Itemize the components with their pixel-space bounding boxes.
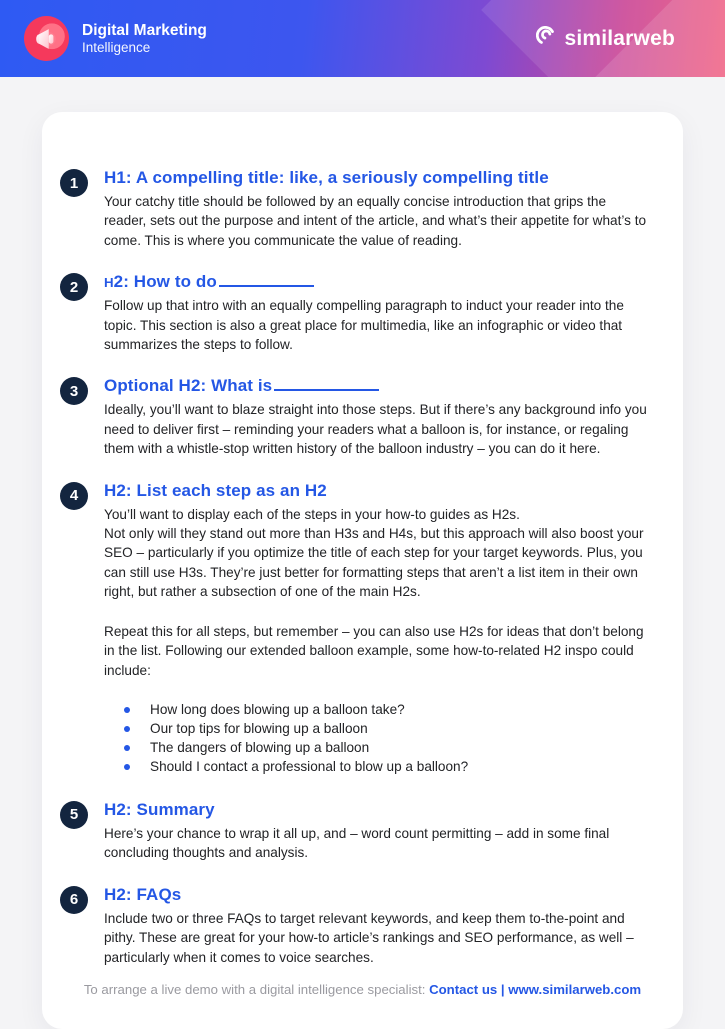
section-heading: H2: FAQs xyxy=(104,884,182,904)
list-item: How long does blowing up a balloon take? xyxy=(150,700,651,719)
step-number-badge: 6 xyxy=(60,886,88,914)
section-body-text: Here’s your chance to wrap it all up, and – word count permitting – add in some final concluding thoughts and analysis. xyxy=(104,825,610,861)
section-body-text: You’ll want to display each of the steps in your how-to guides as H2s. xyxy=(104,506,520,522)
logo-subtitle: Intelligence xyxy=(82,39,151,55)
megaphone-icon xyxy=(24,16,69,61)
step-number-badge: 4 xyxy=(60,482,88,510)
logo-text xyxy=(82,22,207,55)
heading-rest: 2: How to do xyxy=(113,272,217,292)
section-body-text: Follow up that intro with an equally compelling paragraph to induct your reader into the topic. This section is also a great place for multimedia, like an infographic or video that summarizes the steps to follow. xyxy=(104,298,624,353)
section-faqs xyxy=(60,885,659,967)
heading-small-cap: H xyxy=(104,275,114,291)
list-item: Our top tips for blowing up a balloon xyxy=(150,719,651,738)
step-number-badge: 2 xyxy=(60,273,88,301)
section-optional-h2 xyxy=(60,376,659,458)
heading-text: Optional H2: What is xyxy=(104,376,273,396)
section-heading: H2: List each step as an H2 xyxy=(104,480,327,500)
step-number-badge: 5 xyxy=(60,801,88,829)
fill-in-blank-line xyxy=(274,377,379,391)
section-heading xyxy=(104,376,651,396)
similarweb-swirl-icon xyxy=(536,26,557,52)
footer xyxy=(0,982,725,997)
section-body-text: Repeat this for all steps, but remember – you can also use H2s for ideas that don’t belong in the list. Following our extended balloon example, some how-to-related H2 inspo could include: xyxy=(104,623,644,678)
footer-text: To arrange a live demo with a digital intelligence specialist: xyxy=(83,982,426,997)
similarweb-logo xyxy=(536,26,675,52)
section-heading xyxy=(104,272,651,292)
header-banner xyxy=(0,0,725,77)
contact-us-link[interactable]: Contact us | www.similarweb.com xyxy=(429,982,642,997)
fill-in-blank-line xyxy=(219,273,314,287)
list-item: Should I contact a professional to blow up a balloon? xyxy=(150,757,651,776)
content-card xyxy=(42,112,683,1029)
section-list-steps xyxy=(60,481,659,778)
section-body-text: Include two or three FAQs to target relevant keywords, and keep them to-the-point and pithy. These are great for your how-to article’s rankings and SEO performance, as well – particularly when it comes to voice searches. xyxy=(104,910,634,965)
section-body-text: Your catchy title should be followed by an equally concise introduction that grips the reader, sets out the purpose and intent of the article, and what’s their appetite for what’s to come. This is where you communicate the value of reading. xyxy=(104,194,647,248)
logo-title: Digital Marketing xyxy=(82,21,207,39)
section-h1-title xyxy=(60,168,659,250)
section-summary xyxy=(60,800,659,863)
section-heading: H1: A compelling title: like, a seriously compelling title xyxy=(104,168,549,187)
section-h2-how-to xyxy=(60,272,659,354)
similarweb-wordmark: similarweb xyxy=(564,26,675,50)
list-item: The dangers of blowing up a balloon xyxy=(150,738,651,757)
section-heading: H2: Summary xyxy=(104,799,215,819)
digital-marketing-logo xyxy=(24,16,207,61)
step-number-badge: 3 xyxy=(60,377,88,405)
section-body-text: Ideally, you’ll want to blaze straight into those steps. But if there’s any background info you need to deliver first – reminding your readers what a balloon is, for instance, or regaling them with a whistle-stop written history of the balloon industry – you can do it here. xyxy=(104,402,647,457)
step-number-badge: 1 xyxy=(60,169,88,197)
section-body-text: Not only will they stand out more than H3s and H4s, but this approach will also boost your SEO – particularly if you optimize the title of each step for your target keywords. Plus, you can still use H3s. They’re just better for formatting steps that aren’t a list item in their own right, but rather a subsection of one of the main H2s. xyxy=(104,526,644,600)
h2-inspo-list xyxy=(104,700,651,776)
